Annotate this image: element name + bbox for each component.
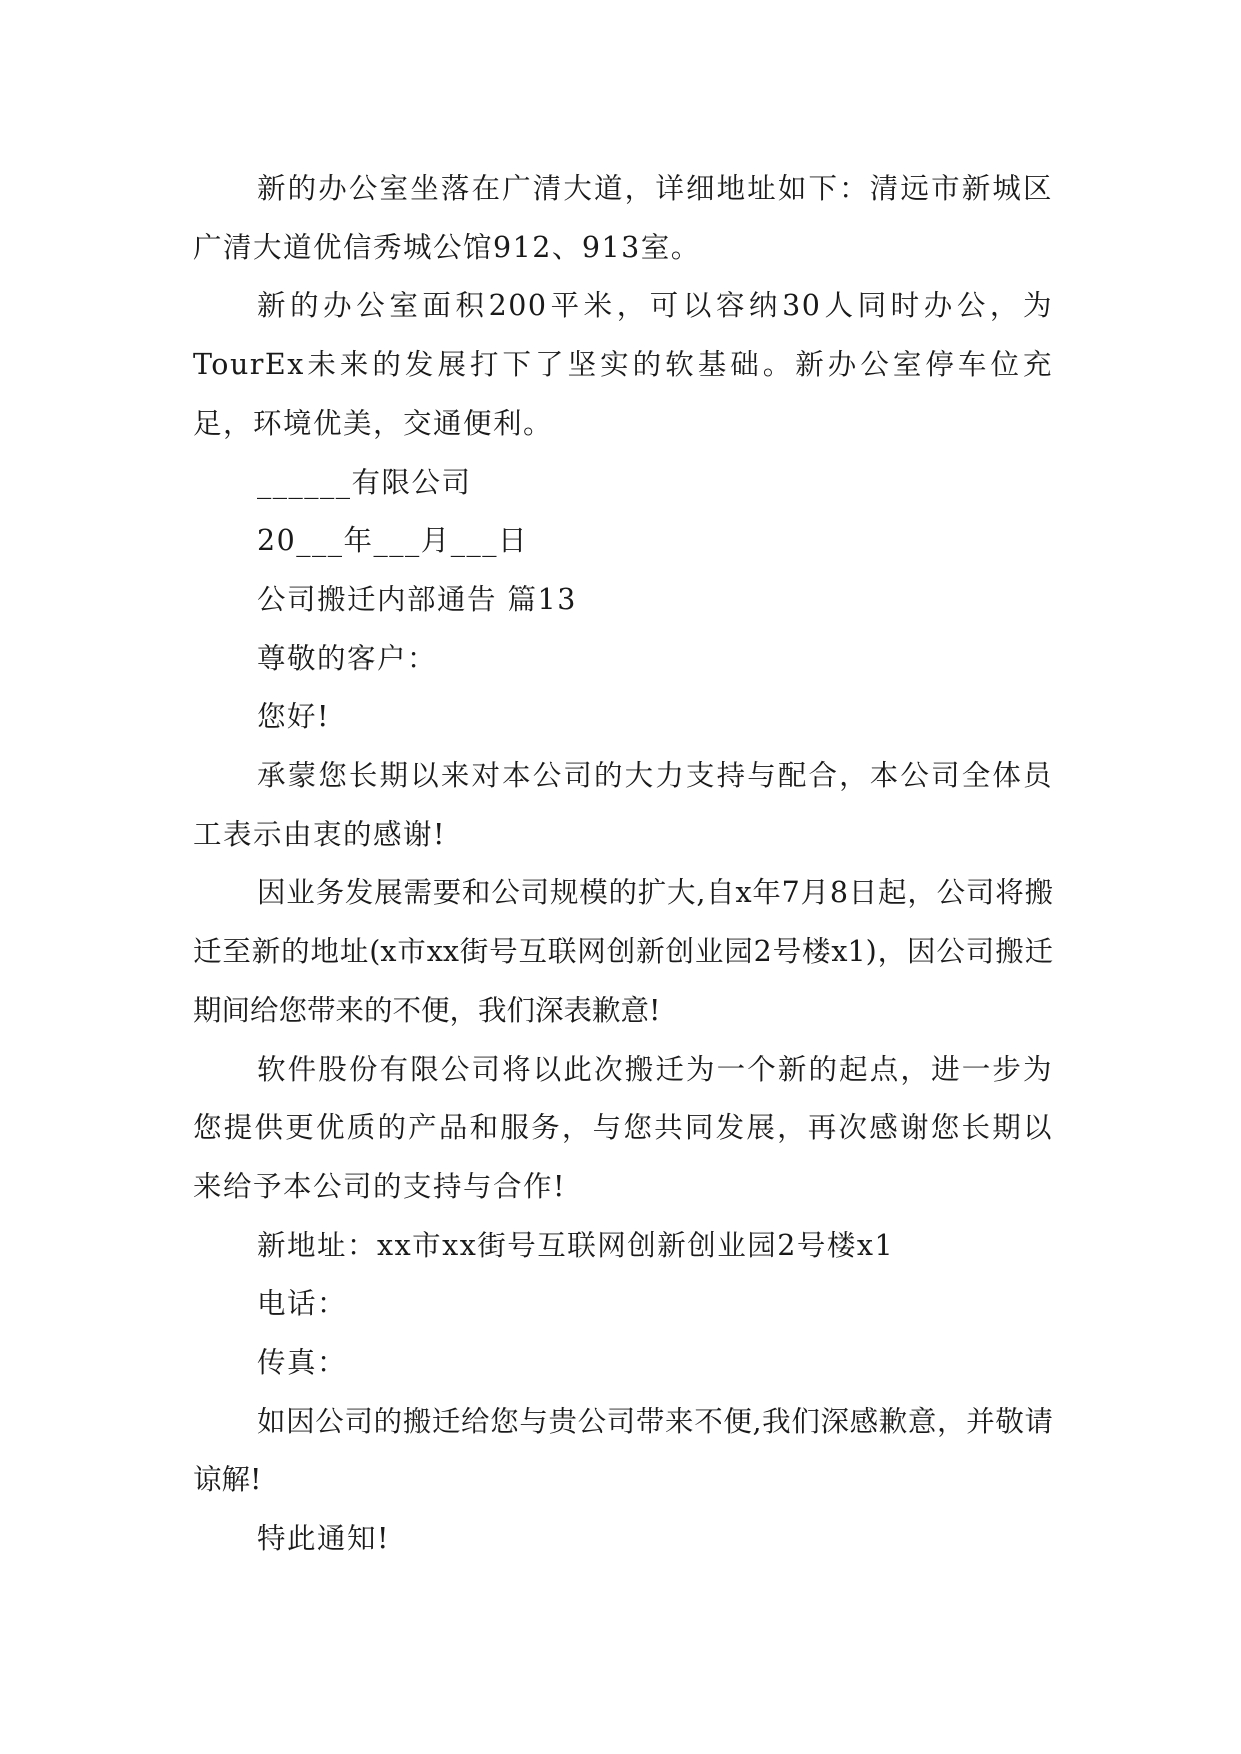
new-address: 新地址：xx市xx街号互联网创新创业园2号楼x1	[257, 1228, 895, 1262]
phone-line: 电话：	[257, 1287, 348, 1321]
signature-date: 20___年___月___日	[257, 524, 529, 558]
fax-line: 传真：	[257, 1346, 348, 1380]
salutation: 尊敬的客户：	[257, 641, 438, 675]
paragraph-office-location: 新的办公室坐落在广清大道，详细地址如下：清远市新城区广清大道优信秀城公馆912、913室。	[193, 172, 1053, 264]
paragraph-thanks: 承蒙您长期以来对本公司的大力支持与配合，本公司全体员工表示由衷的感谢!	[193, 759, 1053, 851]
signature-company: ______有限公司	[257, 465, 472, 499]
closing-notice: 特此通知!	[257, 1522, 390, 1556]
paragraph-apology: 如因公司的搬迁给您与贵公司带来不便,我们深感歉意，并敬请谅解!	[193, 1404, 1053, 1497]
paragraph-new-start: 软件股份有限公司将以此次搬迁为一个新的起点，进一步为您提供更优质的产品和服务，与您共同发展，再次感谢您长期以来给予本公司的支持与合作!	[193, 1052, 1053, 1203]
section-heading: 公司搬迁内部通告 篇13	[257, 582, 577, 616]
document-body	[193, 160, 1053, 1569]
paragraph-office-area: 新的办公室面积200平米，可以容纳30人同时办公，为TourEx未来的发展打下了坚实的软基础。新办公室停车位充足，环境优美，交通便利。	[193, 289, 1053, 440]
greeting: 您好!	[257, 700, 330, 734]
paragraph-relocation-notice: 因业务发展需要和公司规模的扩大,自x年7月8日起，公司将搬迁至新的地址(x市xx街号互联网创新创业园2号楼x1)，因公司搬迁期间给您带来的不便，我们深表歉意!	[193, 876, 1053, 1027]
